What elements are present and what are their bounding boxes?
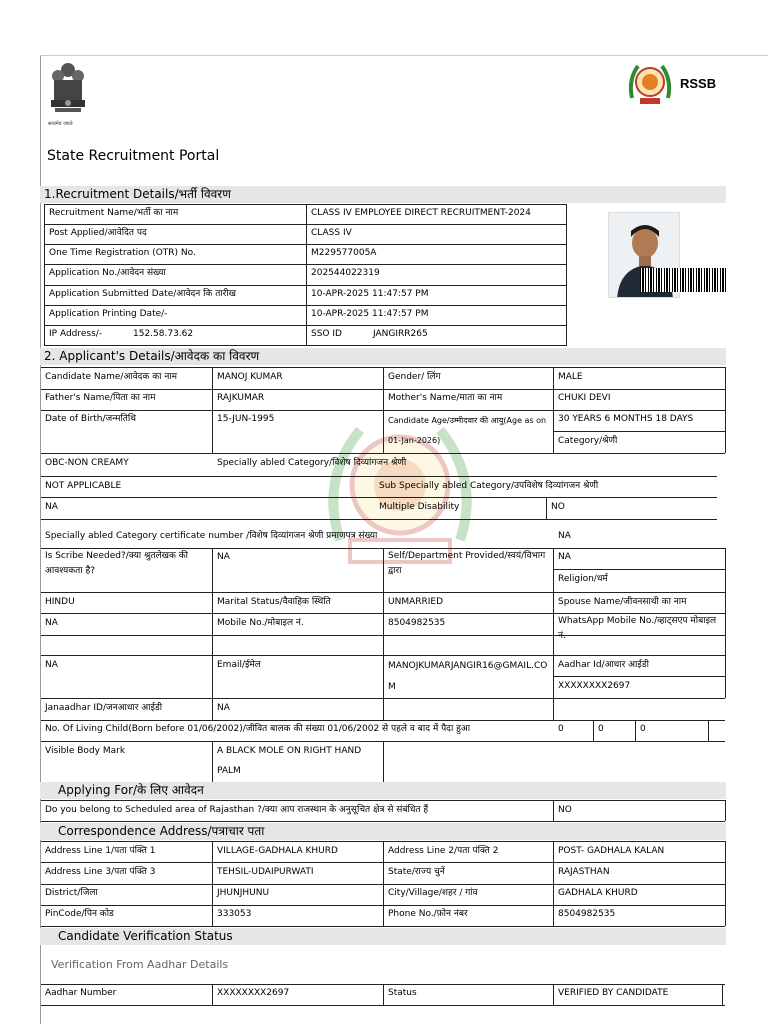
portal-title: State Recruitment Portal: [47, 148, 220, 164]
janaadhar-value: NA: [217, 703, 230, 713]
section-verification-header: Candidate Verification Status: [40, 928, 726, 945]
post-applied-label: Post Applied/आवेदित पद: [49, 228, 147, 238]
scheduled-area-label: Do you belong to Scheduled area of Rajasthan ?/क्या आप राजस्थान के अनुसूचित क्षेत्र से संबंधित हैं: [45, 805, 429, 815]
mobile-label: Mobile No./मोबाइल नं.: [217, 618, 304, 628]
dob-label: Date of Birth/जन्मतिथि: [45, 414, 137, 424]
marital-status-label: Marital Status/वैवाहिक स्थिति: [217, 597, 331, 607]
certificate-number-label: Specially abled Category certificate number /विशेष दिव्यांगजन श्रेणी प्रमाणपत्र संख्या: [45, 531, 378, 541]
specially-abled-category-value: NOT APPLICABLE: [45, 481, 122, 491]
age-label: Candidate Age/उम्मीदवार की आयु(Age as on 01-Jan-2026): [388, 416, 547, 445]
printing-date-value: 10-APR-2025 11:47:57 PM: [311, 309, 429, 319]
sub-specially-abled-value: NA: [45, 502, 58, 512]
janaadhar-label: Janaadhar ID/जनआधार आईडी: [45, 703, 163, 713]
submitted-date-label: Application Submitted Date/आवेदन कि तारीख: [49, 289, 237, 299]
pincode-label: PinCode/पिन कोड: [45, 909, 114, 919]
submitted-date-value: 10-APR-2025 11:47:57 PM: [311, 289, 429, 299]
address-line3-value: TEHSIL-UDAIPURWATI: [217, 867, 314, 877]
candidate-name-label: Candidate Name/आवेदक का नाम: [45, 372, 178, 382]
application-no-value: 202544022319: [311, 268, 380, 278]
printing-date-label: Application Printing Date/-: [49, 309, 168, 319]
phone-value: 8504982535: [558, 909, 616, 919]
mobile-value: 8504982535: [388, 618, 446, 628]
verification-status-value: VERIFIED BY CANDIDATE: [558, 988, 669, 998]
candidate-name-value: MANOJ KUMAR: [217, 372, 283, 382]
address-line2-label: Address Line 2/पता पंक्ति 2: [388, 846, 499, 856]
ip-address-value: 152.58.73.62: [133, 329, 194, 339]
self-department-value: NA: [558, 552, 571, 562]
self-department-label: Self/Department Provided/स्वयं/विभाग द्वारा: [388, 551, 546, 577]
address-line2-value: POST- GADHALA KALAN: [558, 846, 665, 856]
post-applied-value: CLASS IV: [311, 228, 352, 238]
sub-specially-abled-label: Sub Specially abled Category/उपविशेष दिव्यांगजन श्रेणी: [379, 481, 599, 491]
spouse-name-label: Spouse Name/जीवनसाथी का नाम: [558, 597, 687, 607]
scheduled-area-value: NO: [558, 805, 572, 815]
recruitment-name-value: CLASS IV EMPLOYEE DIRECT RECRUITMENT-2024: [311, 208, 531, 218]
section-applying-for-header: Applying For/के लिए आवेदन: [40, 782, 726, 799]
specially-abled-category-label: Specially abled Category/विशेष दिव्यांगजन श्रेणी: [217, 458, 407, 468]
barcode: [640, 268, 726, 292]
marital-status-value: UNMARRIED: [388, 597, 444, 607]
gender-label: Gender/ लिंग: [388, 372, 441, 382]
state-value: RAJASTHAN: [558, 867, 610, 877]
city-value: GADHALA KHURD: [558, 888, 638, 898]
religion-value: HINDU: [45, 597, 75, 607]
living-children-value-1: 0: [558, 724, 564, 734]
verification-aadhar-value: XXXXXXXX2697: [217, 988, 290, 998]
ip-address-label: IP Address/-: [49, 329, 103, 339]
body-mark-label: Visible Body Mark: [45, 746, 126, 756]
email-label: Email/ईमेल: [217, 660, 261, 670]
section-recruitment-header: 1.Recruitment Details/भर्ती विवरण: [40, 186, 726, 203]
verification-subtitle: Verification From Aadhar Details: [51, 958, 229, 971]
phone-label: Phone No./फ़ोन नंबर: [388, 909, 468, 919]
whatsapp-value: NA: [45, 660, 58, 670]
state-label: State/राज्य चुनें: [388, 867, 445, 877]
dob-value: 15-JUN-1995: [217, 414, 275, 424]
multiple-disability-value: NO: [551, 502, 565, 512]
section-applicant-header: 2. Applicant's Details/आवेदक का विवरण: [40, 348, 726, 365]
national-emblem: [46, 60, 90, 130]
age-value: 30 YEARS 6 MONTHS 18 DAYS: [558, 414, 694, 424]
brand-name: RSSB: [680, 76, 717, 91]
living-children-label: No. Of Living Child(Born before 01/06/2002)/जीवित बालक की संख्या 01/06/2002 से पहले व बाद में पैदा हुआ: [45, 724, 471, 734]
gender-value: MALE: [558, 372, 583, 382]
email-value: MANOJKUMARJANGIR16@GMAIL.COM: [388, 661, 548, 692]
aadhar-id-label: Aadhar Id/आधार आईडी: [558, 660, 649, 670]
certificate-number-value: NA: [558, 531, 571, 541]
whatsapp-label: WhatsApp Mobile No./व्हाट्सएप मोबाइल नं.: [558, 616, 717, 642]
otr-value: M229577005A: [311, 248, 377, 258]
spouse-name-value: NA: [45, 618, 58, 628]
category-label: Category/श्रेणी: [558, 436, 618, 446]
sso-id-value: JANGIRR265: [373, 329, 428, 339]
recruitment-name-label: Recruitment Name/भर्ती का नाम: [49, 208, 179, 218]
body-mark-value: A BLACK MOLE ON RIGHT HAND PALM: [217, 746, 362, 776]
city-label: City/Village/शहर / गांव: [388, 888, 478, 898]
religion-label: Religion/धर्म: [558, 574, 608, 584]
address-line1-label: Address Line 1/पता पंक्ति 1: [45, 846, 156, 856]
scribe-needed-label: Is Scribe Needed?/क्या श्रुतलेखक की आवश्यकता है?: [45, 551, 188, 577]
living-children-value-2: 0: [598, 724, 604, 734]
verification-aadhar-label: Aadhar Number: [45, 988, 117, 998]
rssb-logo: [626, 58, 674, 108]
living-children-value-3: 0: [640, 724, 646, 734]
multiple-disability-label: Multiple Disability: [379, 502, 460, 512]
category-value: OBC-NON CREAMY: [45, 458, 129, 468]
pincode-value: 333053: [217, 909, 252, 919]
district-value: JHUNJHUNU: [217, 888, 270, 898]
emblem-caption: सत्यमेव जयते: [48, 121, 73, 127]
address-line3-label: Address Line 3/पता पंक्ति 3: [45, 867, 156, 877]
father-name-label: Father's Name/पिता का नाम: [45, 393, 156, 403]
address-line1-value: VILLAGE-GADHALA KHURD: [217, 846, 338, 856]
father-name-value: RAJKUMAR: [217, 393, 265, 403]
application-no-label: Application No./आवेदन संख्या: [49, 268, 166, 278]
section-correspondence-header: Correspondence Address/पत्राचार पता: [40, 823, 726, 840]
sso-id-label: SSO ID: [311, 329, 342, 339]
otr-label: One Time Registration (OTR) No.: [49, 248, 196, 258]
scribe-needed-value: NA: [217, 552, 230, 562]
aadhar-id-value: XXXXXXXX2697: [558, 681, 631, 691]
district-label: District/जिला: [45, 888, 98, 898]
verification-status-label: Status: [388, 988, 417, 998]
mother-name-label: Mother's Name/माता का नाम: [388, 393, 503, 403]
mother-name-value: CHUKI DEVI: [558, 393, 611, 403]
